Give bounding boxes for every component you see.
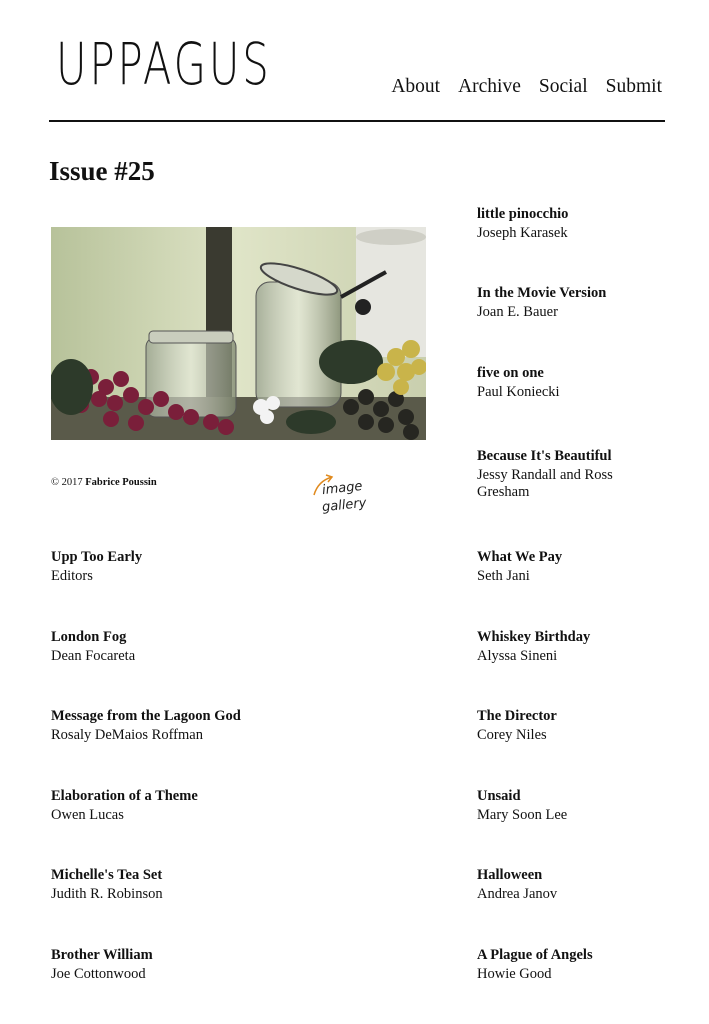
nav-submit[interactable]: Submit — [605, 76, 662, 97]
item-title[interactable]: Whiskey Birthday — [477, 629, 591, 645]
item-author: Editors — [51, 568, 93, 584]
credit-artist: Fabrice Poussin — [85, 477, 157, 488]
item-author: Judith R. Robinson — [51, 886, 163, 902]
item-author: Rosaly DeMaios Roffman — [51, 727, 203, 743]
item-author: Andrea Janov — [477, 886, 558, 902]
list-item[interactable] — [51, 946, 271, 983]
item-title[interactable]: Upp Too Early — [51, 549, 143, 565]
item-author: Dean Focareta — [51, 648, 136, 664]
item-author: Alyssa Sineni — [477, 648, 558, 664]
list-item[interactable] — [51, 628, 271, 665]
nav-archive[interactable]: Archive — [458, 76, 521, 97]
item-title[interactable]: Because It's Beautiful — [477, 448, 612, 464]
item-title[interactable]: Unsaid — [477, 788, 521, 804]
item-author: Howie Good — [477, 966, 552, 982]
list-item[interactable] — [477, 787, 647, 824]
item-title[interactable]: five on one — [477, 365, 544, 381]
item-author: Mary Soon Lee — [477, 807, 568, 823]
item-author: Seth Jani — [477, 568, 530, 584]
list-item[interactable] — [477, 447, 647, 501]
list-item[interactable] — [477, 628, 647, 665]
item-title[interactable]: What We Pay — [477, 549, 563, 565]
image-credit — [51, 477, 157, 488]
list-item[interactable] — [477, 866, 647, 903]
item-title[interactable]: London Fog — [51, 629, 127, 645]
image-gallery-link[interactable] — [312, 473, 382, 521]
item-author: Paul Koniecki — [477, 384, 560, 400]
item-title[interactable]: A Plague of Angels — [477, 947, 593, 963]
gallery-label-line1: image — [321, 478, 364, 499]
list-item[interactable] — [477, 548, 647, 585]
cover-photo-illustration — [51, 227, 426, 440]
credit-copyright: © 2017 — [51, 477, 83, 488]
page-title: Issue #25 — [49, 156, 155, 186]
list-item[interactable] — [51, 787, 271, 824]
list-item[interactable] — [477, 707, 647, 744]
item-author: Joe Cottonwood — [51, 966, 146, 982]
item-title[interactable]: Brother William — [51, 947, 153, 963]
nav-about[interactable]: About — [391, 76, 441, 97]
cover-image — [51, 227, 426, 440]
item-title[interactable]: Halloween — [477, 867, 543, 883]
site-logo[interactable]: UPPAGUS — [56, 30, 272, 98]
item-author: Joan E. Bauer — [477, 304, 558, 320]
item-title[interactable]: Michelle's Tea Set — [51, 867, 163, 883]
item-title[interactable]: Message from the Lagoon God — [51, 708, 241, 724]
gallery-label-line2: gallery — [321, 495, 368, 516]
list-item[interactable] — [477, 946, 647, 983]
item-title[interactable]: little pinocchio — [477, 206, 569, 222]
header-divider — [49, 120, 665, 122]
item-title[interactable]: In the Movie Version — [477, 285, 607, 301]
list-item[interactable] — [477, 205, 647, 242]
main-nav — [391, 76, 662, 98]
item-author: Joseph Karasek — [477, 225, 568, 241]
item-author: Corey Niles — [477, 727, 547, 743]
list-item[interactable] — [51, 866, 271, 903]
item-title[interactable]: The Director — [477, 708, 557, 724]
item-author: Owen Lucas — [51, 807, 124, 823]
list-item[interactable] — [477, 364, 647, 401]
list-item[interactable] — [477, 284, 647, 321]
nav-social[interactable]: Social — [538, 76, 588, 97]
item-title[interactable]: Elaboration of a Theme — [51, 788, 198, 804]
item-author: Jessy Randall and Ross Gresham — [477, 467, 613, 500]
list-item[interactable] — [51, 548, 271, 585]
list-item[interactable] — [51, 707, 271, 744]
